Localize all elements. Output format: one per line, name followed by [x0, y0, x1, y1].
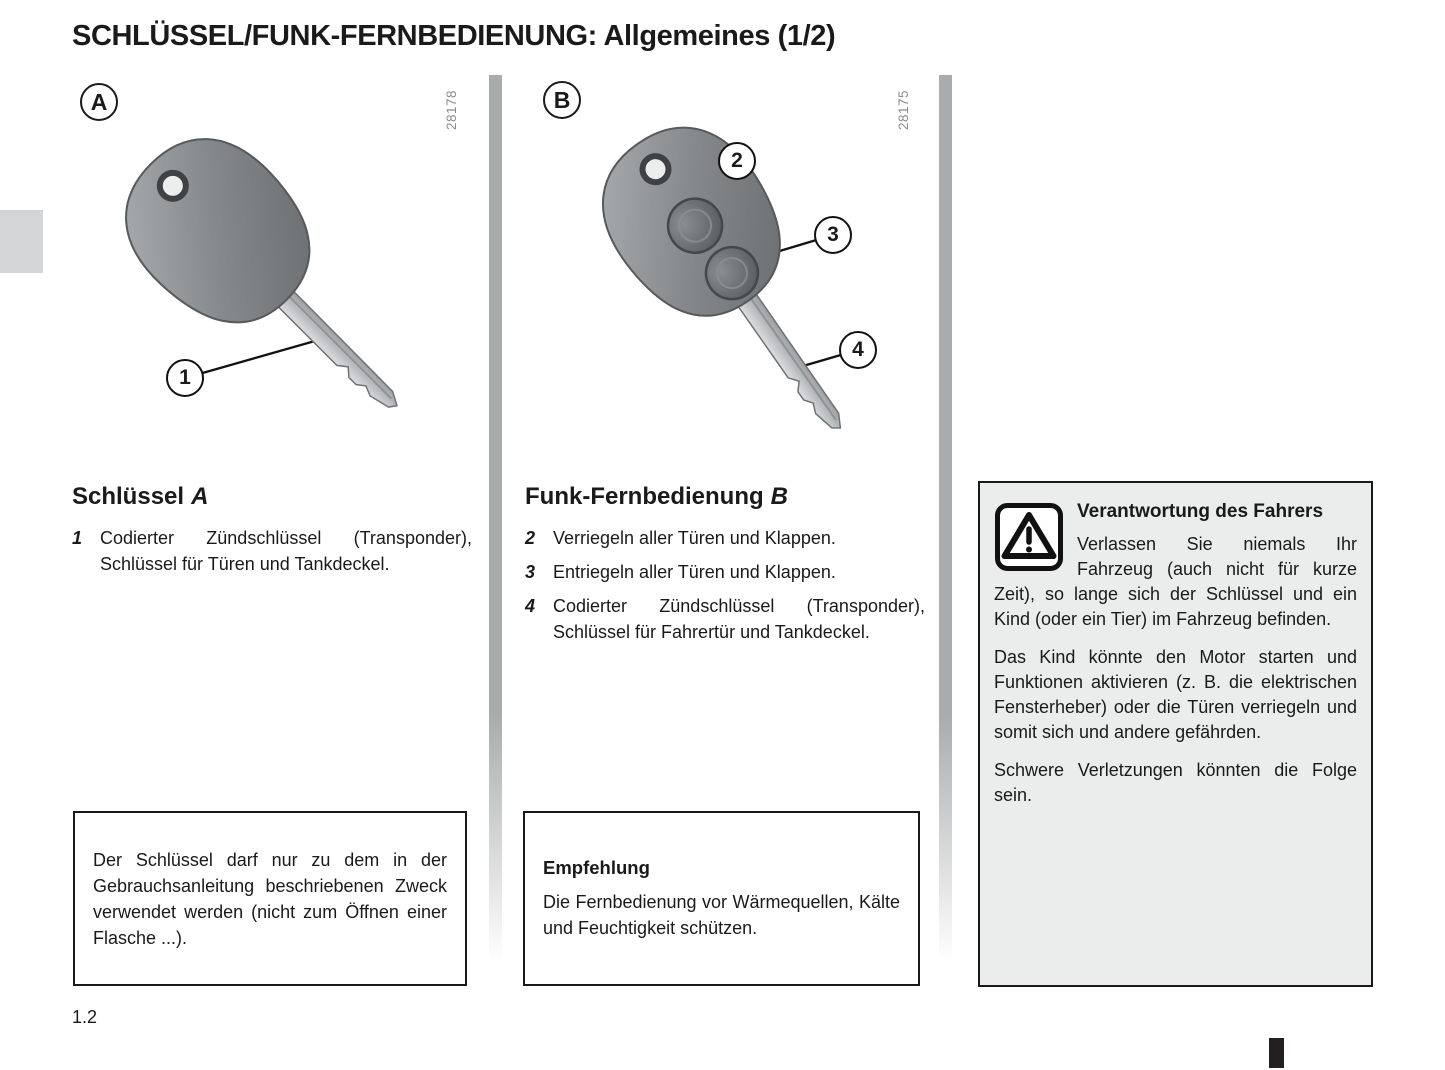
- callout-1-leader-line: [185, 339, 322, 378]
- item-text: Verriegeln aller Türen und Klappen.: [553, 528, 836, 548]
- note-text: Der Schlüssel darf nur zu dem in der Gebrauchsanleitung beschriebenen Zweck verwendet werden (nicht zum Öffnen einer Flasche ...).: [93, 849, 447, 948]
- item-number: 4: [525, 596, 536, 616]
- note-text: Die Fernbedienung vor Wärmequellen, Kälte und Feuchtigkeit schützen.: [543, 891, 900, 938]
- item-text: Codierter Zündschlüssel (Transponder), Schlüssel für Fahrertür und Tankdeckel.: [553, 596, 925, 642]
- section-a-heading: Schlüssel A: [72, 483, 209, 510]
- page-title: SCHLÜSSEL/FUNK-FERNBEDIENUNG: Allgemeines (1/2): [72, 20, 836, 52]
- item-number: 3: [525, 562, 536, 582]
- page-number: 1.2: [72, 1007, 98, 1027]
- section-key-a: [72, 483, 472, 585]
- key-a-illustration: [72, 75, 472, 485]
- warning-paragraph: Das Kind könnte den Motor starten und Funktionen aktivieren (z. B. die elektrischen Fensterheber) oder die Türen verriegeln und somit sich und andere gefährden.: [994, 647, 1357, 742]
- warning-paragraph: Verlassen Sie niemals Ihr Fahrzeug (auch nicht für kurze Zeit), so lange sich der Schlüssel und ein Kind (oder ein Tier) im Fahrzeug befinden.: [994, 534, 1357, 629]
- column-separator-bar: [939, 75, 952, 990]
- section-b-heading: Funk-Fernbedienung B: [525, 483, 788, 510]
- warning-triangle-icon: [994, 502, 1064, 572]
- callout-2: 2: [718, 142, 756, 180]
- callout-3: 3: [814, 216, 852, 254]
- recommendation-note-box: [523, 811, 920, 986]
- list-item: [72, 525, 472, 577]
- list-item: [525, 525, 925, 551]
- chapter-edge-tab: [0, 210, 43, 273]
- figure-a-label: A: [80, 83, 118, 121]
- item-text: Codierter Zündschlüssel (Transponder), Schlüssel für Türen und Tankdeckel.: [100, 528, 472, 574]
- figure-b: [525, 75, 925, 485]
- key-b-illustration: [525, 75, 925, 485]
- warning-heading: Verantwortung des Fahrers: [1077, 501, 1324, 522]
- callout-4: 4: [839, 331, 877, 369]
- figure-b-photo-number: 28175: [896, 89, 911, 131]
- key-usage-note-box: [73, 811, 467, 986]
- section-end-marker: [1269, 1038, 1284, 1068]
- item-number: 2: [525, 528, 536, 548]
- list-item: [525, 559, 925, 585]
- figure-a-photo-number: 28178: [444, 89, 459, 131]
- item-text: Entriegeln aller Türen und Klappen.: [553, 562, 836, 582]
- figure-b-label: B: [543, 81, 581, 119]
- section-remote-b: [525, 483, 925, 653]
- figure-a: [72, 75, 472, 485]
- warning-paragraph: Schwere Verletzungen könnten die Folge sein.: [994, 760, 1357, 805]
- list-item: [525, 593, 925, 645]
- driver-responsibility-warning-box: [978, 481, 1373, 987]
- column-separator-bar: [489, 75, 502, 990]
- callout-1: 1: [166, 359, 204, 397]
- item-number: 1: [72, 528, 83, 548]
- note-heading: Empfehlung: [543, 856, 650, 878]
